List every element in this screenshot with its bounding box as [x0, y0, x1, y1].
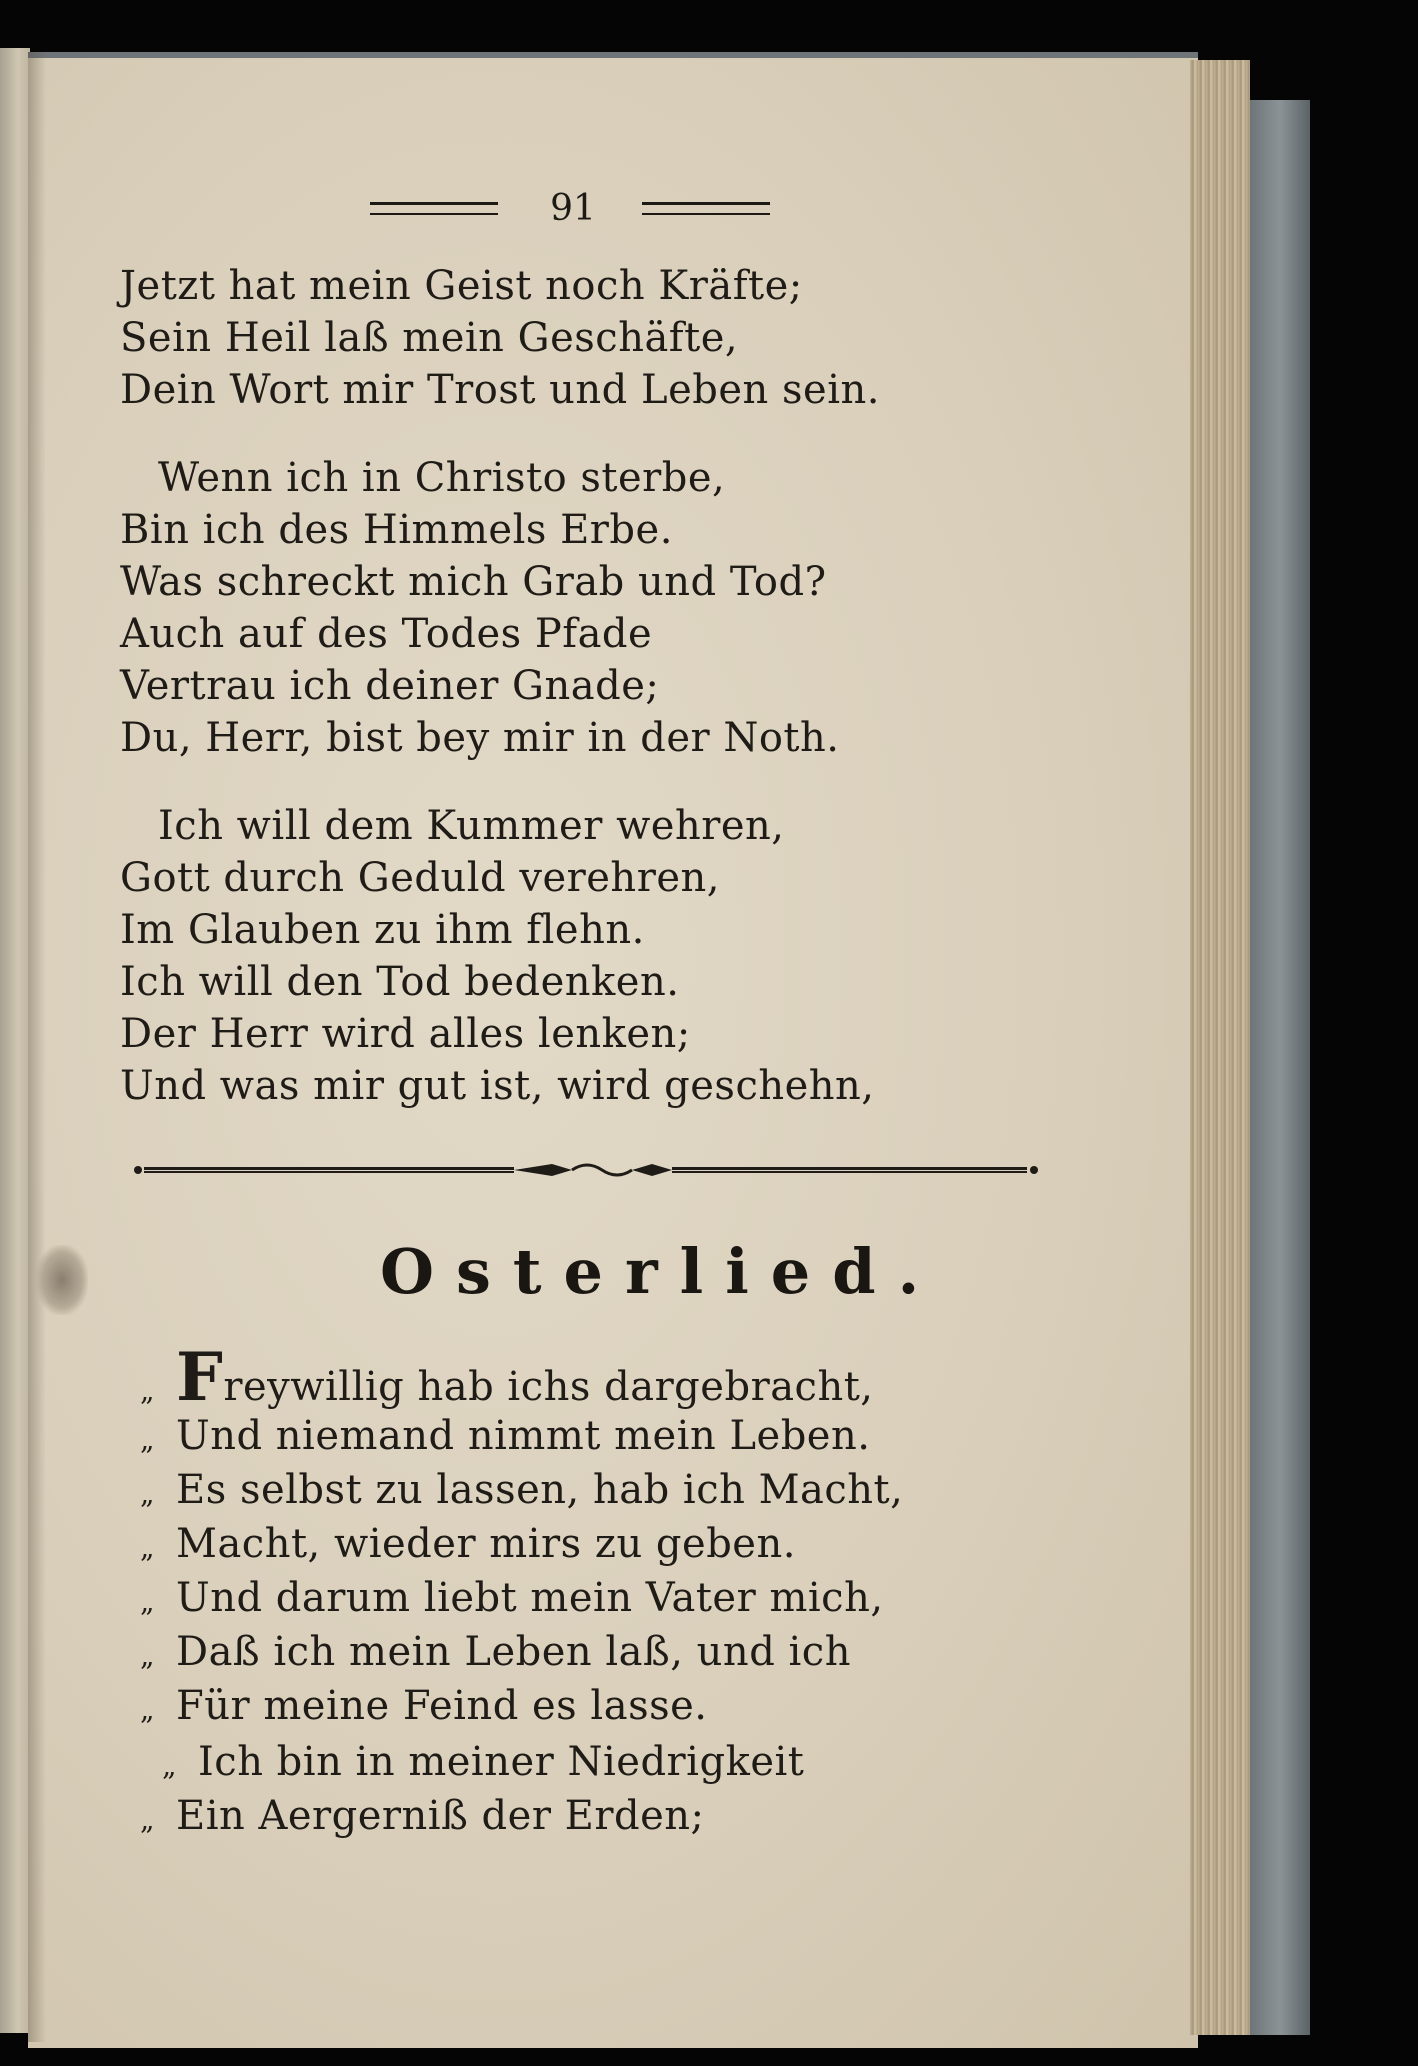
- verse-line: Gott durch Geduld verehren,: [120, 855, 720, 901]
- verse-line: Der Herr wird alles lenken;: [120, 1011, 691, 1057]
- verse-line: Und was mir gut ist, wird geschehn,: [120, 1063, 875, 1109]
- stanza-3: [120, 800, 1100, 1112]
- quote-mark: „: [140, 1374, 155, 1407]
- section-title: Osterlied.: [380, 1235, 942, 1308]
- quote-mark: „: [140, 1477, 155, 1510]
- quote-mark: „: [162, 1749, 177, 1782]
- ornament-rule-icon: [132, 1160, 1042, 1180]
- page-number: 91: [550, 188, 596, 229]
- verse-line: Dein Wort mir Trost und Leben sein.: [120, 367, 880, 413]
- osterlied-stanza-2: [140, 1735, 1040, 1843]
- verse-line: [140, 1517, 1040, 1571]
- verse-line: [140, 1463, 1040, 1517]
- verse-text: Ich bin in meiner Niedrigkeit: [198, 1739, 805, 1785]
- verse-line: [140, 1338, 1040, 1416]
- page-header: [370, 188, 770, 228]
- verse-line: [140, 1735, 1040, 1789]
- header-rule-left: [370, 202, 498, 215]
- verse-line: Du, Herr, bist bey mir in der Noth.: [120, 715, 840, 761]
- verse-line: [140, 1679, 1040, 1733]
- header-rule-right: [642, 202, 770, 215]
- verse-line: Auch auf des Todes Pfade: [120, 611, 653, 657]
- quote-mark: „: [140, 1423, 155, 1456]
- decorative-divider: [132, 1160, 1042, 1180]
- stanza-2: [120, 452, 1100, 764]
- verse-line: [140, 1571, 1040, 1625]
- verse-line: Vertrau ich deiner Gnade;: [120, 663, 660, 709]
- quote-mark: „: [140, 1803, 155, 1836]
- verse-line: Jetzt hat mein Geist noch Kräfte;: [120, 263, 803, 309]
- verse-text: Es selbst zu lassen, hab ich Macht,: [176, 1467, 904, 1513]
- verse-line: Im Glauben zu ihm flehn.: [120, 907, 645, 953]
- verse-text: Und darum liebt mein Vater mich,: [176, 1575, 884, 1621]
- verse-line: Bin ich des Himmels Erbe.: [120, 507, 673, 553]
- verse-text: Daß ich mein Leben laß, und ich: [176, 1629, 851, 1675]
- stanza-1: [120, 260, 1100, 416]
- osterlied-stanza-1: [140, 1338, 1040, 1733]
- quote-mark: „: [140, 1639, 155, 1672]
- verse-line: [140, 1409, 1040, 1463]
- verse-line: Wenn ich in Christo sterbe,: [158, 455, 726, 501]
- quote-mark: „: [140, 1585, 155, 1618]
- verse-line: Ich will den Tod bedenken.: [120, 959, 680, 1005]
- verse-line: Was schreckt mich Grab und Tod?: [120, 559, 827, 605]
- verse-text: reywillig hab ichs dargebracht,: [223, 1364, 874, 1410]
- verse-line: Ich will dem Kummer wehren,: [158, 803, 785, 849]
- quote-mark: „: [140, 1693, 155, 1726]
- verse-text: Ein Aergerniß der Erden;: [176, 1793, 705, 1839]
- initial-letter: F: [176, 1338, 224, 1416]
- verse-line: [140, 1625, 1040, 1679]
- verse-text: Macht, wieder mirs zu geben.: [176, 1521, 796, 1567]
- verse-text: Für meine Feind es lasse.: [176, 1683, 708, 1729]
- quote-mark: „: [140, 1531, 155, 1564]
- verse-line: Sein Heil laß mein Geschäfte,: [120, 315, 739, 361]
- verse-text: Und niemand nimmt mein Leben.: [176, 1413, 871, 1459]
- verse-line: [140, 1789, 1040, 1843]
